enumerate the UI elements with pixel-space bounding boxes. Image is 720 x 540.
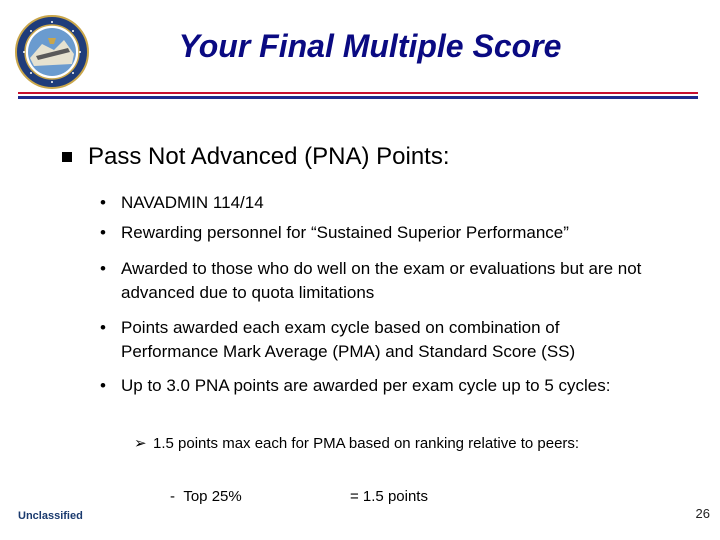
round-bullet-icon: •: [100, 259, 106, 278]
square-bullet-icon: [62, 152, 72, 162]
dash-bullet-icon: -: [170, 488, 184, 505]
round-bullet-icon: •: [100, 318, 106, 337]
sub-sub-bullet: [134, 433, 624, 454]
main-bullet-text: Pass Not Advanced (PNA) Points:: [88, 143, 450, 170]
sub-bullet-text: NAVADMIN 114/14: [121, 193, 264, 212]
title-divider-red: [18, 92, 698, 94]
sub-bullet-text: Rewarding personnel for “Sustained Superior Performance”: [121, 223, 569, 242]
sub-bullet: [100, 257, 660, 305]
sub-bullet: [100, 316, 660, 364]
tier-label: Top 25%: [183, 488, 242, 505]
sub-bullet: [100, 374, 640, 398]
round-bullet-icon: •: [100, 193, 106, 212]
arrowhead-bullet-icon: ➢: [134, 435, 147, 452]
page-title: Your Final Multiple Score: [178, 28, 562, 64]
round-bullet-icon: •: [100, 223, 106, 242]
classification-label: Unclassified: [18, 510, 83, 522]
navy-seal-icon: [14, 14, 90, 90]
sub-bullet: [100, 221, 700, 245]
page-number: 26: [695, 506, 710, 521]
tier-value: = 1.5 points: [350, 488, 428, 505]
title-divider-blue: [18, 96, 698, 99]
sub-bullet-text: Awarded to those who do well on the exam or evaluations but are not advanced due to quota limitations: [121, 259, 642, 302]
main-bullet: [62, 142, 450, 172]
sub-sub-sub-bullet: [170, 486, 428, 507]
sub-bullet-text: Points awarded each exam cycle based on combination of Performance Mark Average (PMA) and Standard Score (SS): [121, 318, 576, 361]
round-bullet-icon: •: [100, 376, 106, 395]
sub-bullet: [100, 191, 700, 215]
sub-sub-bullet-text: 1.5 points max each for PMA based on ranking relative to peers:: [153, 435, 580, 452]
sub-bullet-text: Up to 3.0 PNA points are awarded per exam cycle up to 5 cycles:: [121, 376, 611, 395]
